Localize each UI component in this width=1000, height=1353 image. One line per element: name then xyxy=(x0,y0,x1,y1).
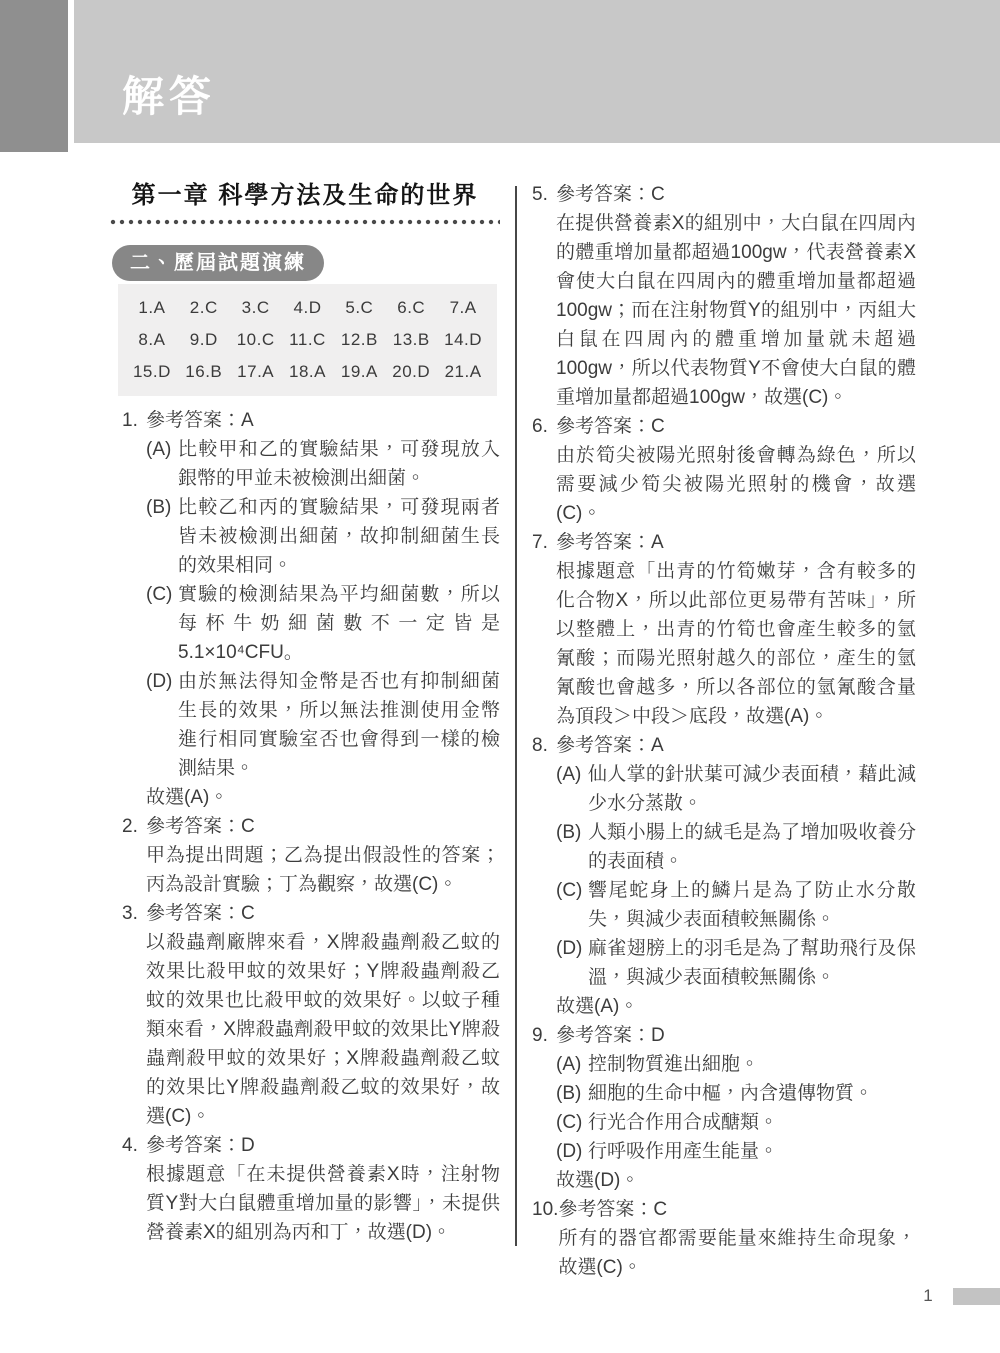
conclusion-text: 故選(A)。 xyxy=(146,787,229,808)
answer-cell: 19.A xyxy=(340,362,378,381)
answer-cell: 13.B xyxy=(392,330,430,349)
solution-list-right xyxy=(532,180,916,1282)
answer-cell: 20.D xyxy=(392,362,431,381)
answer-cell: 17.A xyxy=(237,362,275,381)
answer-cell: 5.C xyxy=(345,298,374,317)
conclusion-text: 故選(D)。 xyxy=(556,1170,640,1191)
answer-table-row xyxy=(126,356,489,388)
footer-bar xyxy=(953,1288,1000,1305)
chapter-title: 第一章 科學方法及生命的世界 xyxy=(131,182,479,209)
option-label: (D) xyxy=(556,938,583,959)
option-text: 響尾蛇身上的鱗片是為了防止水分散失，與減少表面積較無關係。 xyxy=(588,880,916,930)
option-row xyxy=(556,760,916,818)
solution-paragraph: 所有的器官都需要能量來維持生命現象，故選(C)。 xyxy=(558,1228,916,1278)
option-text: 人類小腸上的絨毛是為了增加吸收養分的表面積。 xyxy=(588,822,916,872)
solution-item xyxy=(122,406,500,812)
answer-cell: 12.B xyxy=(340,330,378,349)
option-row xyxy=(146,580,500,667)
solution-item xyxy=(122,899,500,1131)
option-label: (B) xyxy=(556,822,582,843)
conclusion-text: 故選(A)。 xyxy=(556,996,639,1017)
answer-cell: 6.C xyxy=(397,298,426,317)
option-text: 控制物質進出細胞。 xyxy=(588,1054,760,1075)
page-number: 1 xyxy=(923,1286,933,1305)
solution-paragraph: 根據題意「在未提供營養素X時，注射物質Y對大白鼠體重增加量的影響」，未提供營養素X的組別為丙和丁，故選(D)。 xyxy=(146,1164,500,1243)
answer-label: 參考答案：C xyxy=(556,184,665,205)
solution-list-left xyxy=(122,406,500,1247)
option-row xyxy=(556,1050,916,1079)
item-number: 3. xyxy=(122,903,138,924)
answer-cell: 16.B xyxy=(185,362,223,381)
solution-body xyxy=(556,731,916,1021)
answer-cell: 3.C xyxy=(241,298,270,317)
answer-label: 參考答案：D xyxy=(146,1135,255,1156)
answer-cell: 7.A xyxy=(449,298,477,317)
answer-label: 參考答案：C xyxy=(146,903,255,924)
solution-body xyxy=(558,1195,916,1282)
solution-item xyxy=(122,812,500,899)
option-row xyxy=(556,1137,916,1166)
answer-label: 參考答案：A xyxy=(556,532,664,553)
answer-cell: 1.A xyxy=(138,298,166,317)
solution-body xyxy=(556,528,916,731)
item-number: 4. xyxy=(122,1135,138,1156)
solution-paragraph: 由於筍尖被陽光照射後會轉為綠色，所以需要減少筍尖被陽光照射的機會，故選(C)。 xyxy=(556,445,916,524)
option-row xyxy=(146,435,500,493)
option-label: (A) xyxy=(146,439,172,460)
option-label: (D) xyxy=(556,1141,583,1162)
answer-label: 參考答案：C xyxy=(558,1199,668,1220)
item-number: 6. xyxy=(532,416,548,437)
option-row xyxy=(556,1079,916,1108)
answer-label: 參考答案：C xyxy=(146,816,255,837)
right-column xyxy=(532,180,916,1282)
section-badge: 二、歷屆試題演練 xyxy=(112,245,324,281)
solution-body xyxy=(146,812,500,899)
answer-label: 參考答案：D xyxy=(556,1025,665,1046)
solution-item xyxy=(532,412,916,528)
option-row xyxy=(556,876,916,934)
item-number: 2. xyxy=(122,816,138,837)
solution-paragraph: 甲為提出問題；乙為提出假設性的答案；丙為設計實驗；丁為觀察，故選(C)。 xyxy=(146,845,500,895)
option-text: 比較乙和丙的實驗結果，可發現兩者皆未被檢測出細菌，故抑制細菌生長的效果相同。 xyxy=(178,497,500,576)
answer-table-row xyxy=(126,324,489,356)
answer-cell: 9.D xyxy=(189,330,218,349)
answer-cell: 18.A xyxy=(289,362,326,381)
option-row xyxy=(556,818,916,876)
solution-body xyxy=(146,1131,500,1247)
item-number: 9. xyxy=(532,1025,548,1046)
option-text: 實驗的檢測結果為平均細菌數，所以每杯牛奶細菌數不一定皆是5.1×10⁴CFU。 xyxy=(178,584,500,663)
solution-item xyxy=(122,1131,500,1247)
option-text: 細胞的生命中樞，內含遺傳物質。 xyxy=(588,1083,874,1104)
solution-body xyxy=(556,412,916,528)
option-label: (A) xyxy=(556,764,582,785)
option-label: (C) xyxy=(556,1112,583,1133)
option-label: (B) xyxy=(556,1083,582,1104)
solution-paragraph: 在提供營養素X的組別中，大白鼠在四周內的體重增加量都超過100gw，代表營養素X會使大白鼠在四周內的體重增加量都超過100gw；而在注射物質Y的組別中，丙組大白鼠在四周內的體重增加量就未超過100gw，所以代表物質Y不會使大白鼠的體重增加量都超過100gw，故選(C)。 xyxy=(556,213,916,408)
solution-item xyxy=(532,1195,916,1282)
option-row xyxy=(146,667,500,783)
left-column xyxy=(110,180,500,1247)
solution-paragraph: 以殺蟲劑廠牌來看，X牌殺蟲劑殺乙蚊的效果比殺甲蚊的效果好；Y牌殺蟲劑殺乙蚊的效果也比殺甲蚊的效果好。以蚊子種類來看，X牌殺蟲劑殺甲蚊的效果比Y牌殺蟲劑殺甲蚊的效果好；X牌殺蟲劑殺乙蚊的效果比Y牌殺蟲劑殺乙蚊的效果好，故選(C)。 xyxy=(146,932,500,1127)
option-text: 麻雀翅膀上的羽毛是為了幫助飛行及保溫，與減少表面積較無關係。 xyxy=(588,938,916,988)
header-band xyxy=(74,0,1000,143)
option-row xyxy=(556,934,916,992)
answer-cell: 21.A xyxy=(444,362,482,381)
solution-item xyxy=(532,731,916,1021)
solution-body xyxy=(146,899,500,1131)
option-text: 由於無法得知金幣是否也有抑制細菌生長的效果，所以無法推測使用金幣進行相同實驗室否也會得到一樣的檢測結果。 xyxy=(178,671,500,779)
option-text: 行呼吸作用產生能量。 xyxy=(588,1141,779,1162)
answer-cell: 10.C xyxy=(236,330,275,349)
answer-cell: 15.D xyxy=(132,362,171,381)
option-text: 仙人掌的針狀葉可減少表面積，藉此減少水分蒸散。 xyxy=(588,764,916,814)
answer-label: 參考答案：A xyxy=(556,735,664,756)
option-text: 比較甲和乙的實驗結果，可發現放入銀幣的甲並未被檢測出細菌。 xyxy=(178,439,500,489)
item-number: 10. xyxy=(532,1199,559,1220)
answer-label: 參考答案：C xyxy=(556,416,665,437)
header-dark-block xyxy=(0,0,68,152)
item-number: 8. xyxy=(532,735,548,756)
solution-item xyxy=(532,1021,916,1195)
answer-table-row xyxy=(126,292,489,324)
answer-label: 參考答案：A xyxy=(146,410,254,431)
option-label: (B) xyxy=(146,497,172,518)
answer-table xyxy=(118,284,497,396)
option-label: (D) xyxy=(146,671,173,692)
answer-cell: 8.A xyxy=(138,330,166,349)
solution-body xyxy=(556,180,916,412)
option-label: (C) xyxy=(556,880,583,901)
option-text: 行光合作用合成醣類。 xyxy=(588,1112,779,1133)
option-label: (C) xyxy=(146,584,173,605)
column-divider xyxy=(515,186,517,1246)
solution-body xyxy=(556,1021,916,1195)
page-title: 解答 xyxy=(122,73,217,120)
item-number: 7. xyxy=(532,532,548,553)
item-number: 5. xyxy=(532,184,548,205)
answer-cell: 11.C xyxy=(289,330,326,349)
solution-paragraph: 根據題意「出青的竹筍嫩芽，含有較多的化合物X，所以此部位更易帶有苦味」，所以整體上，出青的竹筍也會產生較多的氫氰酸；而陽光照射越久的部位，產生的氫氰酸也會越多，所以各部位的氫氰酸含量為頂段＞中段＞底段，故選(A)。 xyxy=(556,561,916,727)
answer-cell: 4.D xyxy=(293,298,322,317)
solution-body xyxy=(146,406,500,812)
solution-item xyxy=(532,180,916,412)
option-row xyxy=(556,1108,916,1137)
option-row xyxy=(146,493,500,580)
option-label: (A) xyxy=(556,1054,582,1075)
item-number: 1. xyxy=(122,410,138,431)
solution-item xyxy=(532,528,916,731)
answer-cell: 2.C xyxy=(189,298,218,317)
answer-cell: 14.D xyxy=(444,330,483,349)
